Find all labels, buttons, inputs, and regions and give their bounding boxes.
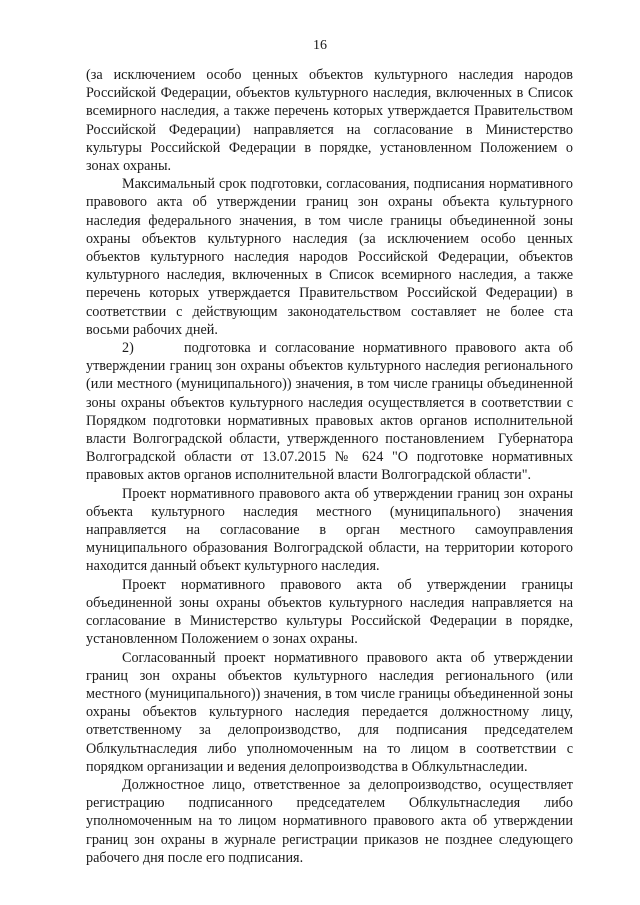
document-body <box>86 66 577 867</box>
paragraph-1: (за исключением особо ценных объектов культурного наследия народов Российской Федерации, объектов культурного наследия, включенных в Список всемирного наследия, а также перечень которых утверждается Правительством Российской Федерации) направляется на согласование в Министерство культуры Российской Федерации в порядке, установленном Положением о зонах охраны. <box>86 67 573 175</box>
paragraph-4: Проект нормативного правового акта об утверждении границ зон охраны объекта культурного наследия местного (муниципального) значения направляется на согласование в орган местного самоуправления муниципального образования Волгоградской области, на территории которого находится данный объект культурного наследия. <box>86 485 573 575</box>
paragraph-7: Должностное лицо, ответственное за делопроизводство, осуществляет регистрацию подписанного председателем Облкультнаследия либо уполномоченным на то лицом нормативного правового акта об утверждении границ зон охраны в журнале регистрации приказов не позднее следующего рабочего дня после его подписания. <box>86 776 573 866</box>
page-number: 16 <box>313 38 327 53</box>
paragraph-2: Максимальный срок подготовки, согласования, подписания нормативного правового акта об утверждении границ зон охраны объекта культурного наследия федерального значения, в том числе границы объединенной зоны охраны объектов культурного наследия (за исключением особо ценных объектов культурного наследия народов Российской Федерации, объектов культурного наследия, включенных в Список всемирного наследия, а также перечень которых утверждается Правительством Российской Федерации) в соответствии с действующим законодательством составляет не более ста восьми рабочих дней. <box>86 176 573 338</box>
paragraph-5: Проект нормативного правового акта об утверждении границы объединенной зоны охраны объектов культурного наследия направляется на согласование в Министерство культуры Российской Федерации в порядке, установленном Положением о зонах охраны. <box>86 576 573 648</box>
paragraph-6: Согласованный проект нормативного правового акта об утверждении границ зон охраны объектов культурного наследия регионального (или местного (муниципального)) значения, в том числе границы объединенной зоны охраны объектов культурного наследия передается должностному лицу, ответственному за делопроизводство, для подписания председателем Облкультнаследия либо уполномоченным на то лицом в соответствии с порядком организации и ведения делопроизводства в Облкультнаследии. <box>86 649 573 775</box>
paragraph-3: 2) подготовка и согласование нормативного правового акта об утверждении границ зон охраны объектов культурного наследия регионального (или местного (муниципального)) значения, в том числе границы объединенной зоны охраны объектов культурного наследия осуществляется в соответствии с Порядком подготовки нормативных правовых актов органов исполнительной власти Волгоградской области, утвержденного постановлением Губернатора Волгоградской области от 13.07.2015 № 624 "О подготовке нормативных правовых актов органов исполнительной власти Волгоградской области". <box>86 340 577 484</box>
